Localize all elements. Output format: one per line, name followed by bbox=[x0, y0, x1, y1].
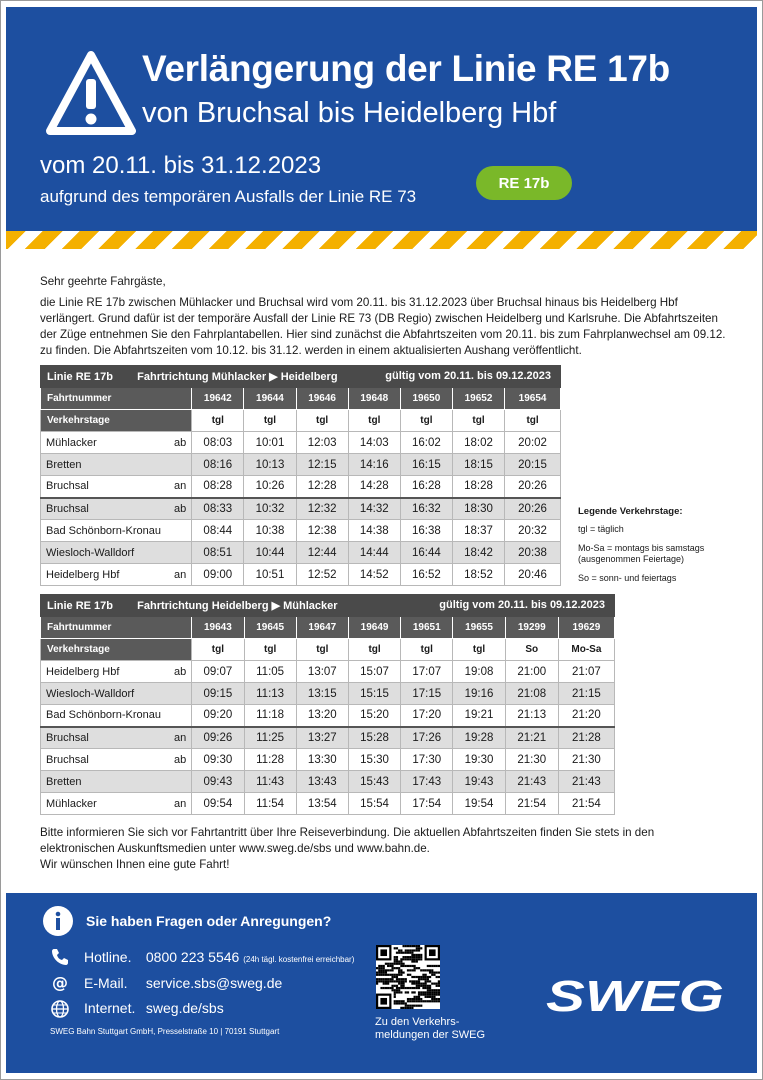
station-name: Bruchsal bbox=[41, 749, 166, 771]
validity: gültig vom 20.11. bis 09.12.2023 bbox=[439, 599, 605, 611]
departure-time: 10:01 bbox=[244, 432, 296, 454]
departure-time: 13:30 bbox=[296, 749, 348, 771]
line-badge: RE 17b bbox=[476, 166, 572, 200]
table-row bbox=[41, 564, 561, 586]
departure-time: 11:25 bbox=[244, 727, 296, 749]
departure-time: 13:43 bbox=[296, 771, 348, 793]
train-number: 19649 bbox=[348, 617, 400, 639]
arrival-departure-marker bbox=[166, 705, 192, 727]
hotline-label: Hotline. bbox=[84, 949, 132, 965]
departure-time: 18:42 bbox=[452, 542, 504, 564]
hotline-row bbox=[84, 949, 354, 965]
departure-time: 21:43 bbox=[558, 771, 614, 793]
departure-time: 17:43 bbox=[401, 771, 453, 793]
departure-time: 20:15 bbox=[505, 454, 561, 476]
departure-time: 08:33 bbox=[192, 498, 244, 520]
table-row bbox=[41, 498, 561, 520]
train-number: 19655 bbox=[453, 617, 505, 639]
train-number-row bbox=[41, 388, 561, 410]
train-number: 19645 bbox=[244, 617, 296, 639]
header bbox=[6, 7, 757, 231]
phone-icon bbox=[50, 947, 70, 967]
table-row bbox=[41, 705, 615, 727]
train-number-row bbox=[41, 617, 615, 639]
table-row bbox=[41, 749, 615, 771]
departure-time: 21:28 bbox=[558, 727, 614, 749]
qr-code[interactable] bbox=[376, 945, 440, 1009]
arrival-departure-marker: an bbox=[166, 476, 192, 498]
table-row bbox=[41, 454, 561, 476]
hazard-stripe bbox=[6, 231, 757, 249]
arrival-departure-marker: an bbox=[166, 727, 192, 749]
departure-time: 20:26 bbox=[505, 498, 561, 520]
page-title: Verlängerung der Linie RE 17b bbox=[142, 48, 670, 89]
departure-time: 10:26 bbox=[244, 476, 296, 498]
legend-mosa-block bbox=[578, 543, 704, 565]
table-row bbox=[41, 793, 615, 815]
warning-icon bbox=[46, 49, 136, 139]
departure-time: 21:21 bbox=[505, 727, 558, 749]
reason-text: aufgrund des temporären Ausfalls der Linie RE 73 bbox=[40, 187, 417, 206]
departure-time: 19:21 bbox=[453, 705, 505, 727]
departure-time: 10:51 bbox=[244, 564, 296, 586]
train-number: 19299 bbox=[505, 617, 558, 639]
departure-time: 21:07 bbox=[558, 661, 614, 683]
internet-link[interactable]: sweg.de/sbs bbox=[145, 1000, 224, 1016]
arrival-departure-marker: ab bbox=[166, 749, 192, 771]
train-number: 19646 bbox=[296, 388, 348, 410]
departure-time: 15:15 bbox=[348, 683, 400, 705]
departure-time: 12:28 bbox=[296, 476, 348, 498]
departure-time: 09:15 bbox=[192, 683, 244, 705]
train-number: 19651 bbox=[401, 617, 453, 639]
operating-days: tgl bbox=[505, 410, 561, 432]
departure-time: 09:20 bbox=[192, 705, 244, 727]
station-name: Bretten bbox=[41, 454, 166, 476]
train-number-label: Fahrtnummer bbox=[41, 388, 192, 410]
station-name: Bad Schönborn-Kronau bbox=[41, 520, 166, 542]
departure-time: 13:54 bbox=[296, 793, 348, 815]
departure-time: 09:26 bbox=[192, 727, 244, 749]
departure-time: 21:15 bbox=[558, 683, 614, 705]
departure-time: 13:20 bbox=[296, 705, 348, 727]
page-subtitle: von Bruchsal bis Heidelberg Hbf bbox=[142, 97, 557, 129]
departure-time: 13:07 bbox=[296, 661, 348, 683]
qr-caption-line-1: Zu den Verkehrs- bbox=[375, 1016, 460, 1028]
letter-body: die Linie RE 17b zwischen Mühlacker und Bruchsal wird vom 20.11. bis 31.12.2023 über Bruchsal hinaus bis Heidelberg Hbf verlängert. Grund dafür ist der temporäre Ausfall der Linie RE 73 (DB Regio) zwischen Heidelberg und Karlsruhe. Die Abfahrtszeiten der Züge entnehmen Sie den Fahrplantabellen. Hier sind zunächst die Abfahrtszeiten vom 20.11. bis zum Fahrplanwechsel am 09.12. zu finden. Die Abfahrtszeiten vom 10.12. bis 31.12. werden in einem aktualisierten Aushang veröffentlicht. bbox=[40, 296, 726, 357]
qr-caption bbox=[375, 1016, 485, 1042]
departure-time: 11:43 bbox=[244, 771, 296, 793]
company-address: SWEG Bahn Stuttgart GmbH, Presselstraße 10 | 70191 Stuttgart bbox=[50, 1027, 280, 1036]
internet-label: Internet. bbox=[84, 1000, 136, 1016]
info-icon bbox=[42, 905, 74, 937]
train-number: 19654 bbox=[505, 388, 561, 410]
table-row bbox=[41, 727, 615, 749]
departure-time: 18:15 bbox=[452, 454, 504, 476]
sweg-logo bbox=[546, 975, 726, 1015]
departure-time: 18:30 bbox=[452, 498, 504, 520]
departure-time: 10:44 bbox=[244, 542, 296, 564]
departure-time: 16:02 bbox=[400, 432, 452, 454]
operating-days: tgl bbox=[296, 639, 348, 661]
svg-text:@: @ bbox=[52, 973, 68, 992]
train-number: 19648 bbox=[348, 388, 400, 410]
departure-time: 19:30 bbox=[453, 749, 505, 771]
departure-time: 16:32 bbox=[400, 498, 452, 520]
globe-icon bbox=[50, 999, 70, 1019]
email-row bbox=[84, 975, 282, 991]
station-name: Mühlacker bbox=[41, 793, 166, 815]
operating-days-label: Verkehrstage bbox=[41, 410, 192, 432]
timetable-heidelberg-mühlacker bbox=[40, 594, 615, 815]
departure-time: 08:51 bbox=[192, 542, 244, 564]
departure-time: 18:37 bbox=[452, 520, 504, 542]
departure-time: 11:28 bbox=[244, 749, 296, 771]
footer bbox=[6, 893, 757, 1073]
station-name: Bruchsal bbox=[41, 727, 166, 749]
station-name: Bruchsal bbox=[41, 476, 166, 498]
departure-time: 12:52 bbox=[296, 564, 348, 586]
departure-time: 16:15 bbox=[400, 454, 452, 476]
legend-tgl: tgl = täglich bbox=[578, 524, 624, 534]
legend bbox=[578, 506, 704, 592]
departure-time: 19:16 bbox=[453, 683, 505, 705]
arrival-departure-marker: ab bbox=[166, 498, 192, 520]
departure-time: 21:54 bbox=[558, 793, 614, 815]
departure-time: 18:02 bbox=[452, 432, 504, 454]
departure-time: 16:28 bbox=[400, 476, 452, 498]
qr-caption-line-2: meldungen der SWEG bbox=[375, 1029, 486, 1041]
departure-time: 20:02 bbox=[505, 432, 561, 454]
operating-days: tgl bbox=[296, 410, 348, 432]
departure-time: 20:32 bbox=[505, 520, 561, 542]
operating-days: tgl bbox=[192, 410, 244, 432]
legend-title: Legende Verkehrstage: bbox=[578, 506, 683, 517]
operating-days-label: Verkehrstage bbox=[41, 639, 192, 661]
arrival-departure-marker: ab bbox=[166, 432, 192, 454]
departure-time: 08:28 bbox=[192, 476, 244, 498]
departure-time: 09:54 bbox=[192, 793, 244, 815]
departure-time: 21:13 bbox=[505, 705, 558, 727]
arrival-departure-marker: ab bbox=[166, 661, 192, 683]
table-row bbox=[41, 661, 615, 683]
departure-time: 08:44 bbox=[192, 520, 244, 542]
arrival-departure-marker: an bbox=[166, 793, 192, 815]
departure-time: 19:08 bbox=[453, 661, 505, 683]
timetable-title bbox=[41, 595, 615, 617]
arrival-departure-marker: an bbox=[166, 564, 192, 586]
departure-time: 10:38 bbox=[244, 520, 296, 542]
direction: Fahrtrichtung Heidelberg ▶ Mühlacker bbox=[137, 600, 338, 612]
operating-days: tgl bbox=[452, 410, 504, 432]
departure-time: 15:20 bbox=[348, 705, 400, 727]
departure-time: 17:30 bbox=[401, 749, 453, 771]
departure-time: 20:26 bbox=[505, 476, 561, 498]
operating-days: tgl bbox=[244, 410, 296, 432]
departure-time: 20:46 bbox=[505, 564, 561, 586]
table-row bbox=[41, 432, 561, 454]
train-number: 19642 bbox=[192, 388, 244, 410]
station-name: Heidelberg Hbf bbox=[41, 564, 166, 586]
outro-text bbox=[40, 825, 730, 873]
departure-time: 14:44 bbox=[348, 542, 400, 564]
station-name: Bruchsal bbox=[41, 498, 166, 520]
departure-time: 13:15 bbox=[296, 683, 348, 705]
departure-time: 12:38 bbox=[296, 520, 348, 542]
timetable-title bbox=[41, 366, 561, 388]
departure-time: 09:30 bbox=[192, 749, 244, 771]
at-icon bbox=[50, 973, 70, 993]
departure-time: 17:20 bbox=[401, 705, 453, 727]
departure-time: 15:07 bbox=[348, 661, 400, 683]
departure-time: 19:28 bbox=[453, 727, 505, 749]
operating-days: tgl bbox=[192, 639, 244, 661]
departure-time: 17:26 bbox=[401, 727, 453, 749]
departure-time: 12:03 bbox=[296, 432, 348, 454]
departure-time: 18:28 bbox=[452, 476, 504, 498]
arrival-departure-marker bbox=[166, 542, 192, 564]
table-row bbox=[41, 771, 615, 793]
internet-row bbox=[84, 1000, 224, 1016]
departure-time: 09:07 bbox=[192, 661, 244, 683]
station-name: Bretten bbox=[41, 771, 166, 793]
departure-time: 14:16 bbox=[348, 454, 400, 476]
operating-days: tgl bbox=[401, 639, 453, 661]
operating-days: tgl bbox=[348, 410, 400, 432]
departure-time: 14:32 bbox=[348, 498, 400, 520]
departure-time: 21:43 bbox=[505, 771, 558, 793]
line-name: Linie RE 17b bbox=[47, 600, 114, 612]
departure-time: 14:38 bbox=[348, 520, 400, 542]
departure-time: 12:32 bbox=[296, 498, 348, 520]
arrival-departure-marker bbox=[166, 520, 192, 542]
departure-time: 14:28 bbox=[348, 476, 400, 498]
email-label: E-Mail. bbox=[84, 975, 128, 991]
departure-time: 16:44 bbox=[400, 542, 452, 564]
departure-time: 18:52 bbox=[452, 564, 504, 586]
departure-time: 12:44 bbox=[296, 542, 348, 564]
departure-time: 15:43 bbox=[348, 771, 400, 793]
departure-time: 21:00 bbox=[505, 661, 558, 683]
station-name: Heidelberg Hbf bbox=[41, 661, 166, 683]
departure-time: 15:54 bbox=[348, 793, 400, 815]
departure-time: 08:16 bbox=[192, 454, 244, 476]
station-name: Wiesloch-Walldorf bbox=[41, 542, 166, 564]
hotline-number[interactable]: 0800 223 5546 bbox=[145, 949, 240, 965]
arrival-departure-marker bbox=[166, 454, 192, 476]
departure-time: 19:43 bbox=[453, 771, 505, 793]
operating-days: So bbox=[505, 639, 558, 661]
legend-mosa: Mo-Sa = montags bis samstags bbox=[578, 543, 705, 553]
departure-time: 10:13 bbox=[244, 454, 296, 476]
validity: gültig vom 20.11. bis 09.12.2023 bbox=[385, 370, 551, 382]
operating-days-row bbox=[41, 639, 615, 661]
departure-time: 20:38 bbox=[505, 542, 561, 564]
operating-days: Mo-Sa bbox=[558, 639, 614, 661]
departure-time: 21:08 bbox=[505, 683, 558, 705]
departure-time: 10:32 bbox=[244, 498, 296, 520]
station-name: Wiesloch-Walldorf bbox=[41, 683, 166, 705]
departure-time: 11:18 bbox=[244, 705, 296, 727]
departure-time: 14:52 bbox=[348, 564, 400, 586]
email-link[interactable]: service.sbs@sweg.de bbox=[145, 975, 283, 991]
operating-days: tgl bbox=[348, 639, 400, 661]
train-number: 19644 bbox=[244, 388, 296, 410]
station-name: Bad Schönborn-Kronau bbox=[41, 705, 166, 727]
train-number: 19652 bbox=[452, 388, 504, 410]
outro-info: Bitte informieren Sie sich vor Fahrtantritt über Ihre Reiseverbindung. Die aktuellen Abfahrtszeiten finden Sie stets in den elektronischen Auskunftsmedien unter www.sweg.de/sbs und www.bahn.de. bbox=[40, 826, 655, 855]
hotline-note: (24h tägl. kostenfrei erreichbar) bbox=[243, 955, 355, 964]
legend-so: So = sonn- und feiertags bbox=[578, 573, 677, 583]
legend-mosa-note: (ausgenommen Feiertage) bbox=[578, 554, 685, 564]
operating-days-row bbox=[41, 410, 561, 432]
table-row bbox=[41, 476, 561, 498]
intro-letter bbox=[40, 274, 730, 359]
departure-time: 11:13 bbox=[244, 683, 296, 705]
departure-time: 17:15 bbox=[401, 683, 453, 705]
departure-time: 17:07 bbox=[401, 661, 453, 683]
direction: Fahrtrichtung Mühlacker ▶ Heidelberg bbox=[137, 371, 338, 383]
departure-time: 17:54 bbox=[401, 793, 453, 815]
line-name: Linie RE 17b bbox=[47, 371, 114, 383]
arrival-departure-marker bbox=[166, 771, 192, 793]
operating-days: tgl bbox=[244, 639, 296, 661]
salutation: Sehr geehrte Fahrgäste, bbox=[40, 275, 166, 288]
arrival-departure-marker bbox=[166, 683, 192, 705]
departure-time: 21:54 bbox=[505, 793, 558, 815]
departure-time: 12:15 bbox=[296, 454, 348, 476]
departure-time: 21:30 bbox=[505, 749, 558, 771]
departure-time: 16:38 bbox=[400, 520, 452, 542]
date-range: vom 20.11. bis 31.12.2023 bbox=[40, 152, 322, 179]
table-row bbox=[41, 542, 561, 564]
contact-question: Sie haben Fragen oder Anregungen? bbox=[86, 913, 332, 929]
departure-time: 11:05 bbox=[244, 661, 296, 683]
departure-time: 13:27 bbox=[296, 727, 348, 749]
departure-time: 21:20 bbox=[558, 705, 614, 727]
train-number-label: Fahrtnummer bbox=[41, 617, 192, 639]
operating-days: tgl bbox=[400, 410, 452, 432]
departure-time: 19:54 bbox=[453, 793, 505, 815]
sweg-logo-text: SWEG bbox=[546, 975, 724, 1015]
train-number: 19647 bbox=[296, 617, 348, 639]
departure-time: 16:52 bbox=[400, 564, 452, 586]
departure-time: 15:30 bbox=[348, 749, 400, 771]
departure-time: 11:54 bbox=[244, 793, 296, 815]
table-row bbox=[41, 683, 615, 705]
departure-time: 09:00 bbox=[192, 564, 244, 586]
departure-time: 21:30 bbox=[558, 749, 614, 771]
train-number: 19643 bbox=[192, 617, 244, 639]
timetable-mühlacker-heidelberg bbox=[40, 365, 561, 586]
departure-time: 08:03 bbox=[192, 432, 244, 454]
train-number: 19650 bbox=[400, 388, 452, 410]
departure-time: 09:43 bbox=[192, 771, 244, 793]
table-row bbox=[41, 520, 561, 542]
station-name: Mühlacker bbox=[41, 432, 166, 454]
departure-time: 15:28 bbox=[348, 727, 400, 749]
outro-wish: Wir wünschen Ihnen eine gute Fahrt! bbox=[40, 858, 230, 871]
train-number: 19629 bbox=[558, 617, 614, 639]
operating-days: tgl bbox=[453, 639, 505, 661]
departure-time: 14:03 bbox=[348, 432, 400, 454]
